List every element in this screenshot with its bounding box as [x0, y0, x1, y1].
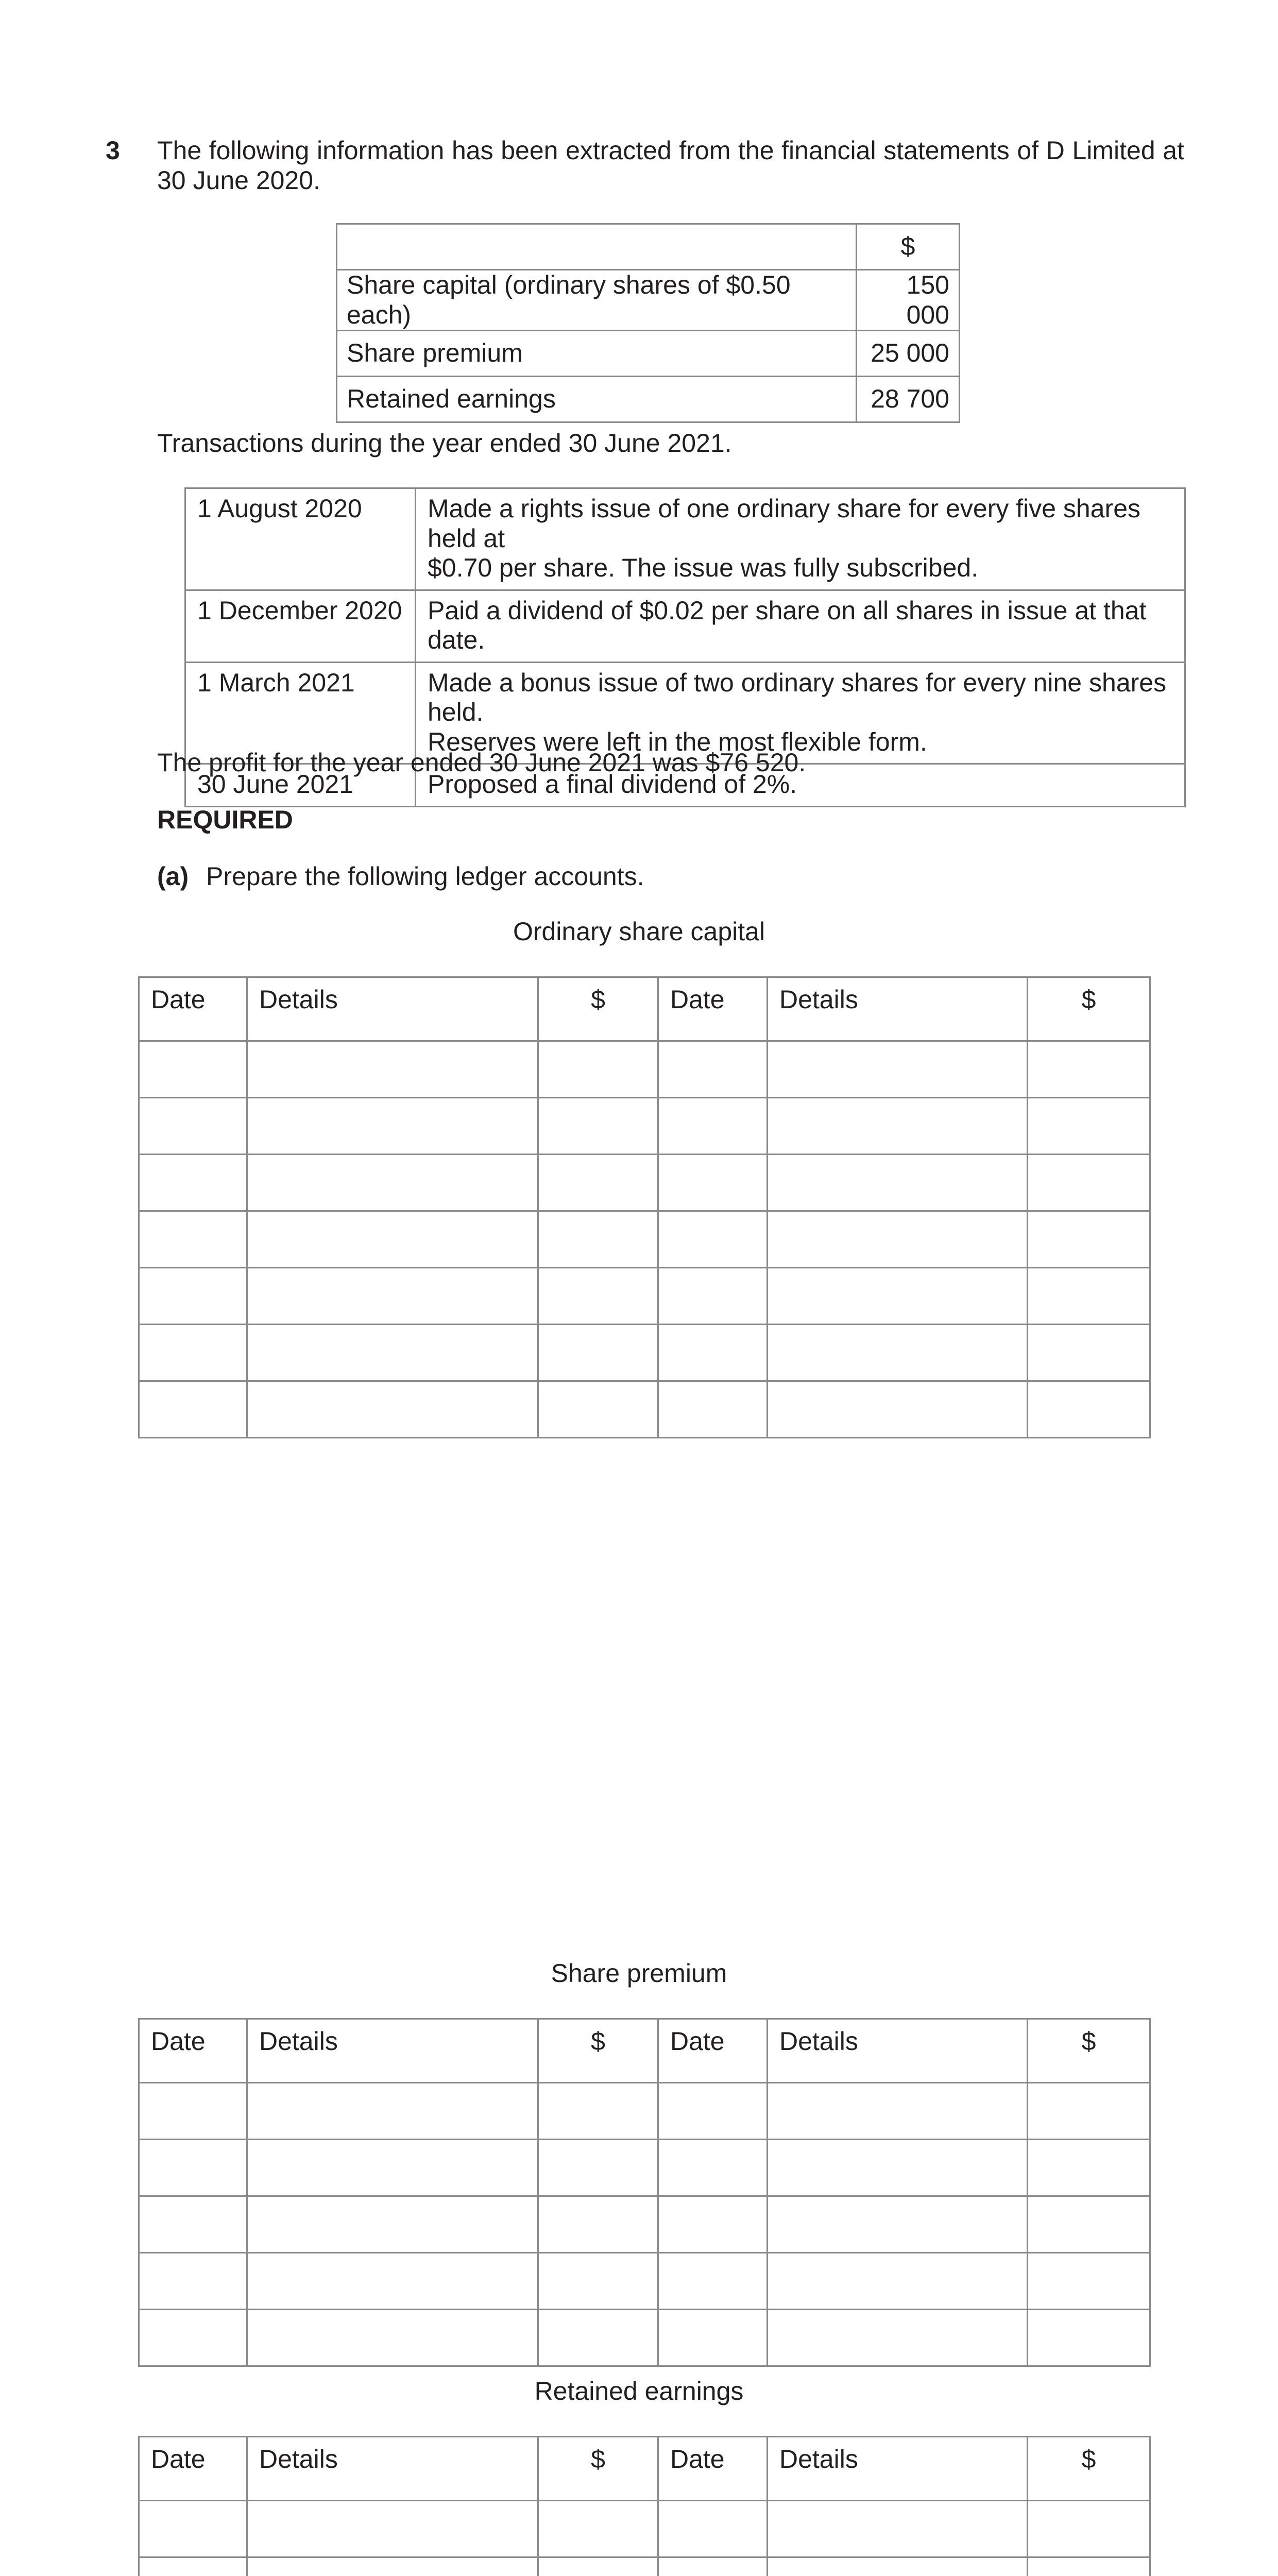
ledger-entry-cell[interactable]	[538, 2196, 658, 2253]
transaction-description	[416, 590, 1185, 662]
ledger-entry-cell[interactable]	[768, 1155, 1028, 1211]
transactions-intro: Transactions during the year ended 30 June 2021.	[157, 429, 732, 457]
ledger-entry-cell[interactable]	[139, 2083, 247, 2140]
ledger-entry-cell[interactable]	[768, 2253, 1028, 2310]
ledger-entry-cell[interactable]	[538, 1041, 658, 1098]
table-row	[185, 488, 1185, 590]
ledger-entry-cell[interactable]	[139, 2310, 247, 2366]
ledger-entry-cell[interactable]	[538, 2083, 658, 2140]
ledger-entry-cell[interactable]	[768, 1211, 1028, 1268]
ledger-column-header: Date	[658, 2437, 768, 2501]
ledger-entry-cell[interactable]	[1028, 2253, 1150, 2310]
ledger-entry-cell[interactable]	[658, 2083, 768, 2140]
ledger-entry-cell[interactable]	[139, 1211, 247, 1268]
ledger-entry-cell[interactable]	[1028, 1325, 1150, 1381]
ledger-column-header: Details	[247, 977, 538, 1041]
ledger-entry-cell[interactable]	[658, 2557, 768, 2576]
ledger-title: Retained earnings	[534, 2377, 744, 2405]
table-row	[337, 331, 960, 377]
ledger-entry-cell[interactable]	[139, 1098, 247, 1155]
ledger-entry-cell[interactable]	[139, 1041, 247, 1098]
ledger-entry-cell[interactable]	[139, 2253, 247, 2310]
ledger-entry-cell[interactable]	[1028, 1381, 1150, 1438]
ledger-column-header: Date	[139, 977, 247, 1041]
ledger-row	[139, 1041, 1150, 1098]
ledger-column-header: $	[1028, 977, 1150, 1041]
ledger-entry-cell[interactable]	[768, 2310, 1028, 2366]
ledger-entry-cell[interactable]	[658, 1211, 768, 1268]
row-label: Share capital (ordinary shares of $0.50 each)	[337, 270, 857, 331]
ledger-title: Ordinary share capital	[513, 917, 765, 946]
ledger-row	[139, 2557, 1150, 2576]
ledger-column-header: $	[538, 2019, 658, 2083]
ledger-entry-cell[interactable]	[1028, 2083, 1150, 2140]
ledger-entry-cell[interactable]	[768, 2196, 1028, 2253]
ledger-entry-cell[interactable]	[1028, 1041, 1150, 1098]
ledger-column-header: $	[538, 2437, 658, 2501]
ledger-entry-cell[interactable]	[768, 1041, 1028, 1098]
ledger-column-header: Details	[247, 2019, 538, 2083]
ledger-retained-earnings	[138, 2436, 1151, 2576]
part-a-label: (a)	[157, 862, 189, 891]
transaction-line: Reserves were left in the most flexible form.	[428, 727, 927, 756]
profit-statement: The profit for the year ended 30 June 2021 was $76 520.	[157, 748, 806, 777]
ledger-entry-cell[interactable]	[139, 1268, 247, 1325]
table-row	[337, 270, 960, 331]
ledger-ordinary-share-capital	[138, 976, 1151, 1438]
table-row	[185, 590, 1185, 662]
required-heading: REQUIRED	[157, 805, 293, 834]
ledger-column-header: Date	[139, 2437, 247, 2501]
ledger-entry-cell[interactable]	[139, 1325, 247, 1381]
ledger-row	[139, 2196, 1150, 2253]
ledger-column-header: Details	[768, 2437, 1028, 2501]
ledger-entry-cell[interactable]	[247, 2253, 538, 2310]
table-cell	[337, 224, 857, 270]
ledger-entry-cell[interactable]	[139, 2501, 247, 2557]
ledger-entry-cell[interactable]	[538, 1381, 658, 1438]
part-a-instruction: Prepare the following ledger accounts.	[206, 862, 644, 891]
transaction-date: 30 June 2021	[185, 764, 416, 807]
question-intro-line-2: 30 June 2020.	[157, 166, 320, 195]
ledger-row	[139, 2310, 1150, 2366]
ledger-entry-cell[interactable]	[1028, 1268, 1150, 1325]
ledger-row	[139, 2083, 1150, 2140]
ledger-entry-cell[interactable]	[768, 1381, 1028, 1438]
question-number: 3	[106, 136, 120, 165]
ledger-column-header: Details	[768, 2019, 1028, 2083]
ledger-entry-cell[interactable]	[1028, 2310, 1150, 2366]
ledger-entry-cell[interactable]	[1028, 1155, 1150, 1211]
ledger-entry-cell[interactable]	[247, 1098, 538, 1155]
ledger-column-header: $	[538, 977, 658, 1041]
row-label: Share premium	[337, 331, 857, 377]
ledger-table	[138, 976, 1151, 1438]
ledger-entry-cell[interactable]	[247, 1268, 538, 1325]
ledger-entry-cell[interactable]	[538, 2557, 658, 2576]
question-intro-line-1: The following information has been extracted from the financial statements of D Limited at	[157, 136, 1184, 165]
ledger-row	[139, 2253, 1150, 2310]
ledger-entry-cell[interactable]	[247, 2310, 538, 2366]
ledger-entry-cell[interactable]	[247, 2140, 538, 2196]
ledger-row	[139, 1325, 1150, 1381]
financial-position-table	[336, 223, 960, 423]
ledger-entry-cell[interactable]	[247, 2196, 538, 2253]
ledger-header-row	[139, 2437, 1150, 2501]
transaction-line: Paid a dividend of $0.02 per share on all shares in issue at that date.	[428, 596, 1147, 654]
transaction-line: Made a bonus issue of two ordinary shares for every nine shares held.	[428, 668, 1167, 726]
transaction-line: $0.70 per share. The issue was fully subscribed.	[428, 553, 979, 582]
row-amount: 28 700	[857, 377, 960, 422]
ledger-entry-cell[interactable]	[658, 1155, 768, 1211]
ledger-entry-cell[interactable]	[538, 1325, 658, 1381]
ledger-share-premium	[138, 2018, 1151, 2367]
ledger-entry-cell[interactable]	[658, 1041, 768, 1098]
ledger-entry-cell[interactable]	[768, 2083, 1028, 2140]
ledger-entry-cell[interactable]	[247, 1155, 538, 1211]
ledger-entry-cell[interactable]	[658, 1268, 768, 1325]
ledger-entry-cell[interactable]	[139, 1155, 247, 1211]
ledger-row	[139, 1381, 1150, 1438]
transaction-line: Proposed a final dividend of 2%.	[428, 770, 797, 799]
ledger-entry-cell[interactable]	[1028, 2140, 1150, 2196]
ledger-entry-cell[interactable]	[768, 1268, 1028, 1325]
table-row	[337, 224, 960, 270]
ledger-row	[139, 2501, 1150, 2557]
transaction-line: Made a rights issue of one ordinary share for every five shares held at	[428, 494, 1141, 553]
transaction-date: 1 March 2021	[185, 662, 416, 764]
currency-header: $	[857, 224, 960, 270]
ledger-entry-cell[interactable]	[247, 2501, 538, 2557]
row-amount: 25 000	[857, 331, 960, 377]
ledger-entry-cell[interactable]	[658, 2501, 768, 2557]
ledger-column-header: Details	[768, 977, 1028, 1041]
ledger-column-header: $	[1028, 2019, 1150, 2083]
transaction-date: 1 August 2020	[185, 488, 416, 590]
ledger-entry-cell[interactable]	[139, 2140, 247, 2196]
ledger-title: Share premium	[551, 1959, 727, 1988]
ledger-entry-cell[interactable]	[1028, 2501, 1150, 2557]
ledger-entry-cell[interactable]	[538, 2310, 658, 2366]
ledger-entry-cell[interactable]	[768, 2557, 1028, 2576]
ledger-column-header: $	[1028, 2437, 1150, 2501]
ledger-table	[138, 2436, 1151, 2576]
ledger-table	[138, 2018, 1151, 2367]
ledger-row	[139, 1155, 1150, 1211]
ledger-entry-cell[interactable]	[538, 1211, 658, 1268]
ledger-entry-cell[interactable]	[1028, 2557, 1150, 2576]
transaction-description	[416, 488, 1185, 590]
ledger-entry-cell[interactable]	[768, 2140, 1028, 2196]
ledger-entry-cell[interactable]	[768, 2501, 1028, 2557]
ledger-header-row	[139, 2019, 1150, 2083]
ledger-entry-cell[interactable]	[538, 1155, 658, 1211]
ledger-entry-cell[interactable]	[1028, 1098, 1150, 1155]
row-amount: 150 000	[857, 270, 960, 331]
ledger-row	[139, 1268, 1150, 1325]
ledger-entry-cell[interactable]	[658, 2140, 768, 2196]
ledger-entry-cell[interactable]	[247, 2083, 538, 2140]
ledger-entry-cell[interactable]	[658, 1325, 768, 1381]
ledger-header-row	[139, 977, 1150, 1041]
ledger-row	[139, 2140, 1150, 2196]
ledger-column-header: Date	[658, 2019, 768, 2083]
ledger-column-header: Date	[139, 2019, 247, 2083]
ledger-row	[139, 1211, 1150, 1268]
table-row	[337, 377, 960, 422]
ledger-entry-cell[interactable]	[139, 1381, 247, 1438]
ledger-entry-cell[interactable]	[658, 2253, 768, 2310]
ledger-entry-cell[interactable]	[658, 2310, 768, 2366]
transaction-date: 1 December 2020	[185, 590, 416, 662]
ledger-row	[139, 1098, 1150, 1155]
ledger-entry-cell[interactable]	[538, 1098, 658, 1155]
ledger-entry-cell[interactable]	[247, 1381, 538, 1438]
ledger-entry-cell[interactable]	[538, 2253, 658, 2310]
ledger-entry-cell[interactable]	[538, 2140, 658, 2196]
ledger-entry-cell[interactable]	[1028, 2196, 1150, 2253]
ledger-entry-cell[interactable]	[768, 1098, 1028, 1155]
ledger-entry-cell[interactable]	[538, 2501, 658, 2557]
ledger-entry-cell[interactable]	[247, 1041, 538, 1098]
ledger-column-header: Details	[247, 2437, 538, 2501]
ledger-entry-cell[interactable]	[768, 1325, 1028, 1381]
ledger-entry-cell[interactable]	[658, 1098, 768, 1155]
ledger-entry-cell[interactable]	[538, 1268, 658, 1325]
row-label: Retained earnings	[337, 377, 857, 422]
ledger-entry-cell[interactable]	[139, 2557, 247, 2576]
ledger-column-header: Date	[658, 977, 768, 1041]
ledger-entry-cell[interactable]	[247, 2557, 538, 2576]
ledger-entry-cell[interactable]	[1028, 1211, 1150, 1268]
ledger-entry-cell[interactable]	[658, 2196, 768, 2253]
ledger-entry-cell[interactable]	[247, 1211, 538, 1268]
ledger-entry-cell[interactable]	[247, 1325, 538, 1381]
ledger-entry-cell[interactable]	[139, 2196, 247, 2253]
ledger-entry-cell[interactable]	[658, 1381, 768, 1438]
